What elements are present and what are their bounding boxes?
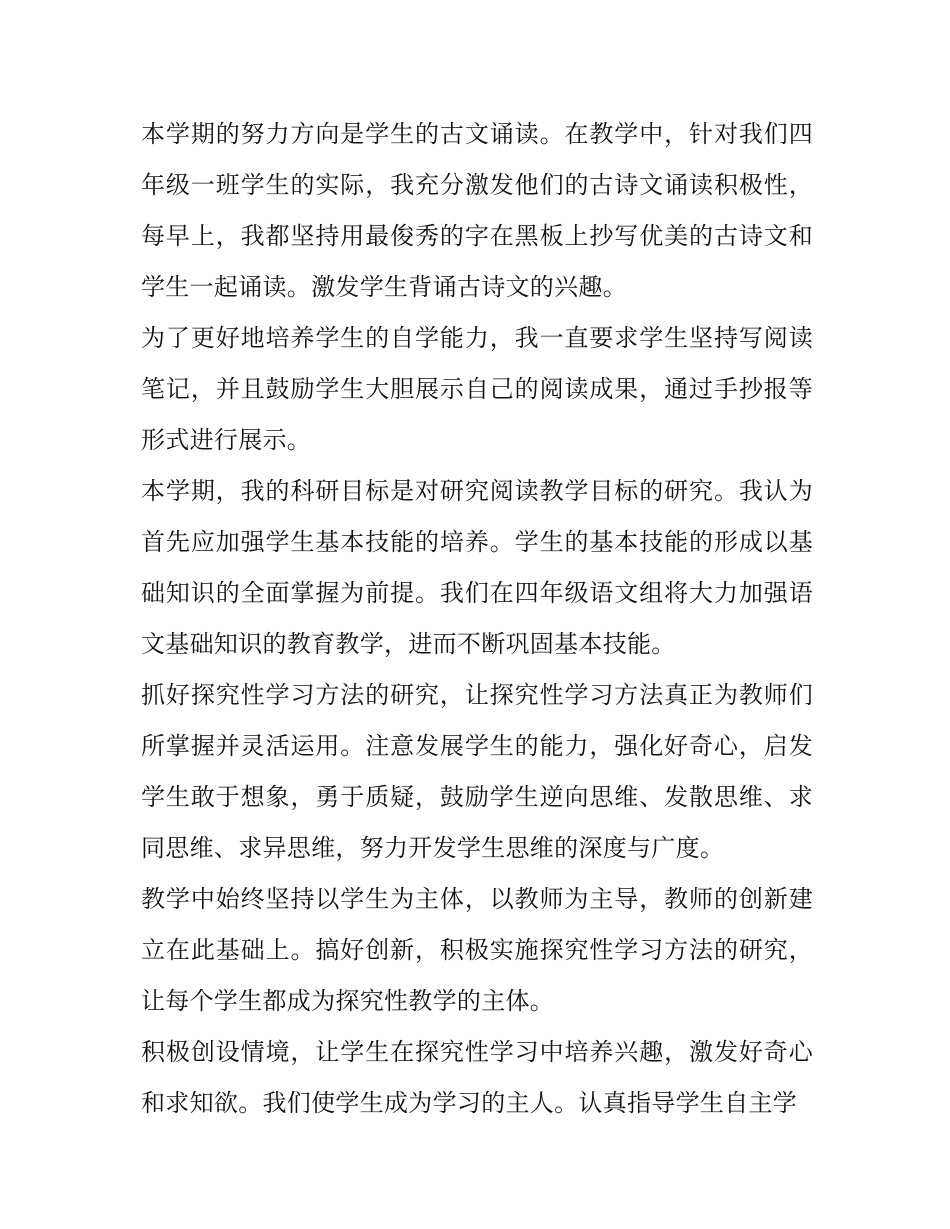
paragraph-inquiry-learning: 抓好探究性学习方法的研究，让探究性学习方法真正为教师们所掌握并灵活运用。注意发展学生的能力，强化好奇心，启发学生敢于想象，勇于质疑，鼓励学生逆向思维、发散思维、求同思维、求异思维，努力开发学生思维的深度与广度。 [141, 681, 813, 862]
paragraph-reading-notes: 为了更好地培养学生的自学能力，我一直要求学生坚持写阅读笔记，并且鼓励学生大胆展示自己的阅读成果，通过手抄报等形式进行展示。 [141, 324, 813, 454]
paragraph-classical-recitation: 本学期的努力方向是学生的古文诵读。在教学中，针对我们四年级一班学生的实际，我充分激发他们的古诗文诵读积极性，每早上，我都坚持用最俊秀的字在黑板上抄写优美的古诗文和学生一起诵读。激发学生背诵古诗文的兴趣。 [141, 120, 813, 301]
paragraph-create-situations: 积极创设情境，让学生在探究性学习中培养兴趣，激发好奇心和求知欲。我们使学生成为学习的主人。认真指导学生自主学 [141, 1038, 813, 1117]
paragraph-student-centered: 教学中始终坚持以学生为主体，以教师为主导，教师的创新建立在此基础上。搞好创新，积极实施探究性学习方法的研究，让每个学生都成为探究性教学的主体。 [141, 885, 813, 1015]
document-body [141, 109, 813, 1129]
paragraph-research-goal: 本学期，我的科研目标是对研究阅读教学目标的研究。我认为首先应加强学生基本技能的培养。学生的基本技能的形成以基础知识的全面掌握为前提。我们在四年级语文组将大力加强语文基础知识的教育教学，进而不断巩固基本技能。 [141, 477, 813, 658]
